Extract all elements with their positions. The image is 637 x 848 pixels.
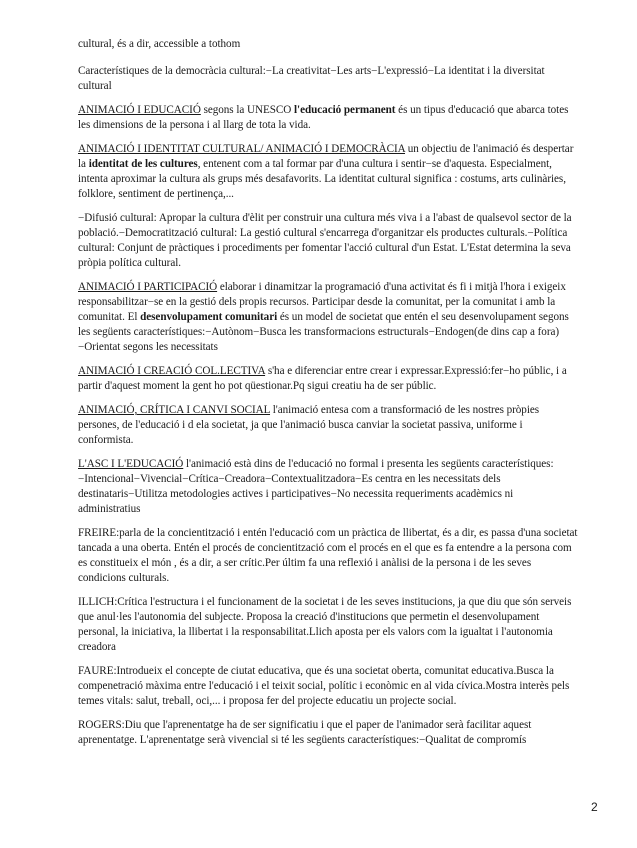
paragraph [78, 103, 578, 133]
paragraph [78, 403, 578, 448]
paragraph-text: l'animació està dins de l'educació no formal i presenta les següents característiques:−Intencional−Vivencial−Crítica−Creadora−Contextualitzadora−Es centra en les necessitats dels destinataris−Utilitza metodologies actives i participatives−No necessita requeriments acadèmics ni administratius [78, 458, 554, 515]
page-number: 2 [591, 800, 598, 814]
paragraph [78, 280, 578, 355]
paragraph-text: ILLICH:Crítica l'estructura i el funcionament de la societat i de les seves institucions, ja que diu que són serveis que anul·les l'autonomia del subjecte. Proposa la creació d'institucions que permetin el desenvolupament personal, la iniciativa, la llibertat i la responsabilitat.Llich aposta per els valors com la igualtat i l'autonomia creadora [78, 596, 572, 653]
document-body [78, 37, 578, 757]
paragraph-text: un objectiu de l'animació és despertar la [78, 143, 574, 170]
paragraph [78, 142, 578, 202]
section-heading: ANIMACIÓ I CREACIÓ COL.LECTIVA [78, 365, 266, 377]
paragraph-text: elaborar i dinamitzar la programació d'una activitat és fi i mitjà l'hora i exigeix responsabilitzar−se en la gestió dels propis recursos. Participar desde la comunitat, per la comunitat i amb la comunitat. El [78, 281, 566, 323]
paragraph [78, 37, 578, 52]
paragraph [78, 64, 578, 94]
paragraph-text: és un model de societat que entén el seu desenvolupament segons les següents característiques:−Autònom−Busca les transformacions estructurals−Endogen(de dins cap a fora)−Orientat segons les necessitats [78, 311, 569, 353]
section-heading: ANIMACIÓ I EDUCACIÓ [78, 104, 201, 116]
paragraph [78, 364, 578, 394]
paragraph-text: −Difusió cultural: Apropar la cultura d'èlit per construir una cultura més viva i a l'abast de qualsevol sector de la població.−Democratització cultural: La gestió cultural s'encarrega d'organitzar els productes culturals.−Política cultural: Conjunt de pràctiques i procediments per fomentar l'acció cultural d'un Estat. L'Estat determina la seva pròpia política cultural. [78, 212, 572, 269]
section-heading: L'ASC I L'EDUCACIÓ [78, 458, 184, 470]
paragraph-text: ROGERS:Diu que l'aprenentatge ha de ser significatiu i que el paper de l'animador serà facilitar aquest aprenentatge. L'aprenentatge serà vivencial si té les següents característiques:−Qualitat de compromís [78, 719, 532, 746]
paragraph [78, 211, 578, 271]
bold-term: l'educació permanent [294, 104, 396, 116]
paragraph-text: és un tipus d'educació que abarca totes les dimensions de la persona i al llarg de tota la vida. [78, 104, 569, 131]
paragraph-text: segons la UNESCO [200, 104, 295, 116]
paragraph-text: Característiques de la democràcia cultural:−La creativitat−Les arts−L'expressió−La identitat i la diversitat cultural [78, 65, 545, 92]
paragraph [78, 457, 578, 517]
paragraph [78, 595, 578, 655]
paragraph [78, 718, 578, 748]
paragraph-text: cultural, és a dir, accessible a tothom [78, 38, 241, 50]
paragraph-text: , entenent com a tal formar par d'una cultura i sentir−se d'aquesta. Especialment, intenta aproximar la cultura als grups més desafavorits. La identitat cultural significa : costums, arts culinàries, folklore, sentiment de pertinença,... [78, 158, 566, 200]
section-heading: ANIMACIÓ I PARTICIPACIÓ [78, 281, 218, 293]
section-heading: ANIMACIÓ, CRÍTICA I CANVI SOCIAL [78, 404, 271, 416]
paragraph [78, 526, 578, 586]
paragraph-text: FAURE:Introdueix el concepte de ciutat educativa, que és una societat oberta, comunitat educativa.Busca la compenetració màxima entre l'educació i el teixit social, polític i econòmic en al vida cívica.Mostra interès pels temes vitals: salut, treball, oci,... i proposa fer del projecte educatiu un projecte social. [78, 665, 570, 707]
paragraph-text: FREIRE:parla de la concientització i entén l'educació com un pràctica de llibertat, és a dir, es passa d'una societat tancada a una oberta. Entén el procés de concientització com el procés en el que es fa entendre a la persona com es constitueix el món , és a dir, a ser crític.Per últim fa una reflexió i anàlisi de la persona i de les seves condicions culturals. [78, 527, 578, 584]
paragraph [78, 664, 578, 709]
paragraph-text: l'animació entesa com a transformació de les nostres pròpies persones, de l'educació i d ela societat, ja que l'animació busca canviar la societat passiva, uniforme i conformista. [78, 404, 540, 446]
paragraph-text: s'ha e diferenciar entre crear i expressar.Expressió:fer−ho públic, i a partir d'aquest moment la gent ho pot qüestionar.Pq sigui creatiu ha de ser públic. [78, 365, 567, 392]
bold-term: identitat de les cultures [88, 158, 198, 170]
section-heading: ANIMACIÓ I IDENTITAT CULTURAL/ ANIMACIÓ I DEMOCRÀCIA [78, 143, 406, 155]
bold-term: desenvolupament comunitari [140, 311, 278, 323]
